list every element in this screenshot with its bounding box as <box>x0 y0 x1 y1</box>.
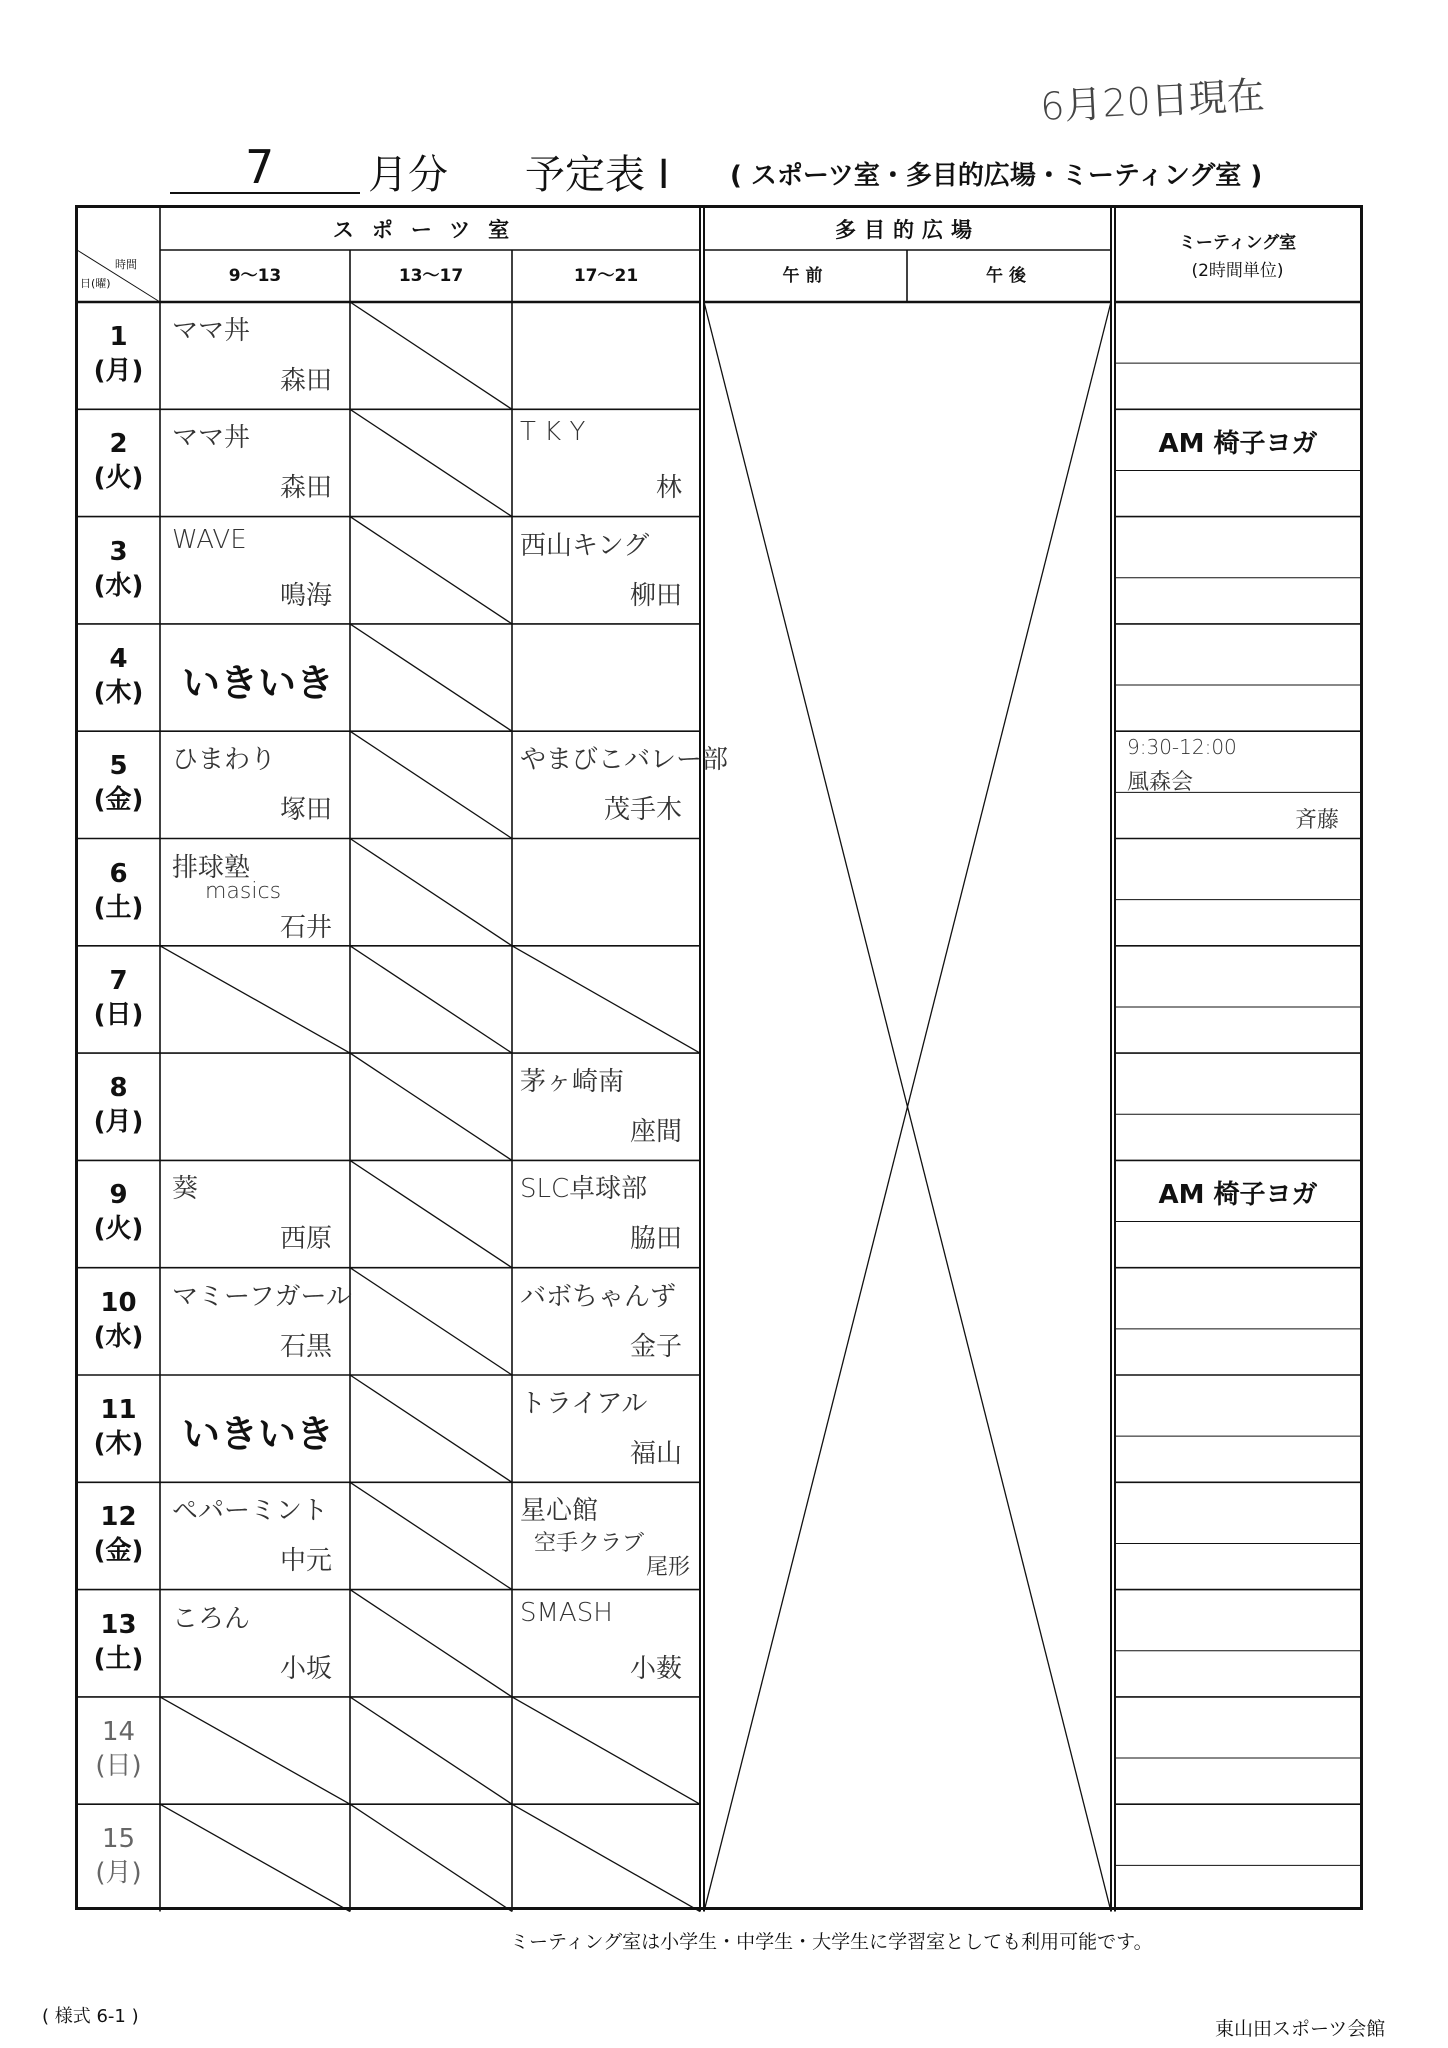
closed-slot-diagonal <box>350 1268 512 1375</box>
slot1-contact: 中元 <box>279 1546 332 1577</box>
slot3-group: SMASH <box>520 1597 613 1628</box>
day-of-week: (日) <box>93 999 144 1030</box>
sports-room-header: スポーツ室 <box>332 218 528 242</box>
day-of-week: (金) <box>93 1536 144 1567</box>
day-of-week: (土) <box>93 892 144 923</box>
closed-slot-diagonal <box>350 1053 512 1160</box>
closed-slot-diagonal <box>350 1375 512 1482</box>
day-number: 3 <box>109 536 128 567</box>
slot3-contact: 茂手木 <box>603 795 682 826</box>
meeting-room-header: ミーティング室 <box>1178 233 1297 253</box>
closed-slot-diagonal <box>350 1482 512 1589</box>
slot-13-17: 13～17 <box>398 266 464 286</box>
day-number: 9 <box>109 1180 128 1211</box>
slot3-group: バボちゃんず <box>520 1281 677 1312</box>
day-of-week: (水) <box>93 1321 144 1352</box>
closed-slot-diagonal <box>350 731 512 838</box>
slot1-group: マミーフガール <box>172 1281 352 1312</box>
slot1-group: WAVE <box>172 524 247 555</box>
venue-name: 東山田スポーツ会館 <box>1215 2018 1386 2040</box>
slot1-contact: 石黒 <box>279 1331 332 1362</box>
slot3-contact: 座間 <box>629 1117 682 1148</box>
day-number: 5 <box>109 751 128 782</box>
closed-slot-diagonal <box>350 624 512 731</box>
as-of-date-note: 6月20日現在 <box>1039 73 1266 129</box>
closed-slot-diagonal <box>160 1697 350 1804</box>
plaza-afternoon: 午後 <box>986 266 1032 286</box>
closed-slot-diagonal <box>512 1804 700 1911</box>
slot-9-13: 9～13 <box>228 266 282 286</box>
closed-slot-diagonal <box>350 946 512 1053</box>
slot3-group: 西山キング <box>520 530 650 561</box>
page-title: 予定表 Ⅰ <box>525 152 670 198</box>
slot1-group: ママ丼 <box>172 423 251 454</box>
day-of-week: (火) <box>93 1214 144 1245</box>
day-of-week: (木) <box>93 1429 144 1459</box>
month-suffix: 月分 <box>368 152 448 198</box>
time-label: 時間 <box>115 258 137 271</box>
slot3-subgroup: 空手クラブ <box>534 1531 645 1557</box>
slot1-contact: 森田 <box>279 366 332 396</box>
closed-slot-diagonal <box>512 1697 700 1804</box>
day-number: 8 <box>109 1073 128 1104</box>
day-number: 10 <box>100 1287 137 1318</box>
closed-slot-diagonal <box>350 1590 512 1697</box>
slot1-contact: 塚田 <box>279 795 332 826</box>
slot3-contact: 林 <box>655 473 682 504</box>
day-of-week: (月) <box>93 1107 144 1138</box>
day-number: 7 <box>109 965 128 996</box>
day-label: 日(曜) <box>80 277 111 290</box>
closed-slot-diagonal <box>160 1804 350 1911</box>
slot3-contact: 脇田 <box>629 1224 682 1255</box>
slot1-entry: いきいき <box>182 1412 335 1456</box>
slot3-group: 茅ヶ崎南 <box>520 1067 625 1098</box>
day-number: 15 <box>101 1824 136 1855</box>
month-number: 7 <box>245 140 275 194</box>
day-number: 13 <box>100 1609 137 1640</box>
slot1-group: ママ丼 <box>172 316 251 346</box>
day-number: 6 <box>109 858 128 889</box>
page-subtitle: ( スポーツ室・多目的広場・ミーティング室 ) <box>730 161 1263 191</box>
slot3-group: 星心館 <box>520 1496 599 1527</box>
slot3-contact: 福山 <box>629 1439 682 1469</box>
closed-slot-diagonal <box>350 409 512 516</box>
closed-slot-diagonal <box>350 302 512 409</box>
closed-slot-diagonal <box>350 1697 512 1804</box>
day-of-week: (木) <box>93 677 144 708</box>
slot1-contact: 小坂 <box>279 1653 332 1684</box>
day-number: 2 <box>109 429 128 460</box>
plaza-header: 多目的広場 <box>835 218 980 242</box>
meeting-contact: 斉藤 <box>1294 808 1339 834</box>
meeting-group: 風森会 <box>1127 770 1194 796</box>
slot3-group: T K Y <box>520 417 586 448</box>
day-number: 12 <box>100 1502 137 1533</box>
meeting-room-unit: (2時間単位) <box>1191 261 1284 281</box>
slot1-subgroup: masics <box>205 878 282 904</box>
day-of-week: (金) <box>93 785 144 816</box>
slot-17-21: 17～21 <box>573 266 639 286</box>
slot1-contact: 石井 <box>279 912 332 943</box>
plaza-morning: 午前 <box>782 266 829 286</box>
slot3-contact: 金子 <box>629 1331 682 1362</box>
slot3-group: トライアル <box>520 1389 648 1419</box>
meeting-entry: AM 椅子ヨガ <box>1158 429 1318 460</box>
day-of-week: (土) <box>93 1643 144 1674</box>
slot1-group: ペパーミント <box>172 1496 329 1527</box>
day-number: 1 <box>109 322 128 352</box>
day-of-week: (火) <box>93 463 144 494</box>
slot3-group: やまびこバレー部 <box>520 745 729 776</box>
day-of-week: (水) <box>93 570 144 601</box>
day-of-week: (月) <box>95 1858 142 1889</box>
slot1-group: 排球塾 <box>172 852 251 883</box>
slot1-contact: 西原 <box>279 1224 332 1255</box>
slot1-group: ころん <box>172 1603 251 1634</box>
slot1-group: 葵 <box>172 1174 199 1205</box>
meeting-time: 9:30-12:00 <box>1127 735 1237 760</box>
corner-diagonal <box>77 250 160 302</box>
meeting-entry: AM 椅子ヨガ <box>1158 1180 1318 1211</box>
day-number: 14 <box>101 1716 136 1747</box>
day-number: 4 <box>109 643 128 674</box>
day-of-week: (日) <box>95 1750 142 1781</box>
closed-slot-diagonal <box>350 1804 512 1911</box>
slot3-group: SLC卓球部 <box>520 1174 648 1205</box>
closed-slot-diagonal <box>512 946 700 1053</box>
slot1-contact: 森田 <box>279 473 332 504</box>
slot3-contact: 柳田 <box>629 580 682 611</box>
closed-slot-diagonal <box>350 839 512 946</box>
slot1-contact: 鳴海 <box>279 580 332 611</box>
slot1-entry: いきいき <box>182 660 335 705</box>
day-of-week: (月) <box>93 356 144 386</box>
form-number: ( 様式 6-1 ) <box>42 2006 139 2027</box>
closed-slot-diagonal <box>350 1160 512 1267</box>
slot3-contact: 尾形 <box>645 1555 690 1581</box>
slot1-group: ひまわり <box>172 745 277 776</box>
day-number: 11 <box>100 1395 137 1425</box>
slot3-contact: 小薮 <box>629 1653 682 1684</box>
closed-slot-diagonal <box>160 946 350 1053</box>
closed-slot-diagonal <box>350 517 512 624</box>
footer-note: ミーティング室は小学生・中学生・大学生に学習室としても利用可能です。 <box>510 1931 1153 1953</box>
